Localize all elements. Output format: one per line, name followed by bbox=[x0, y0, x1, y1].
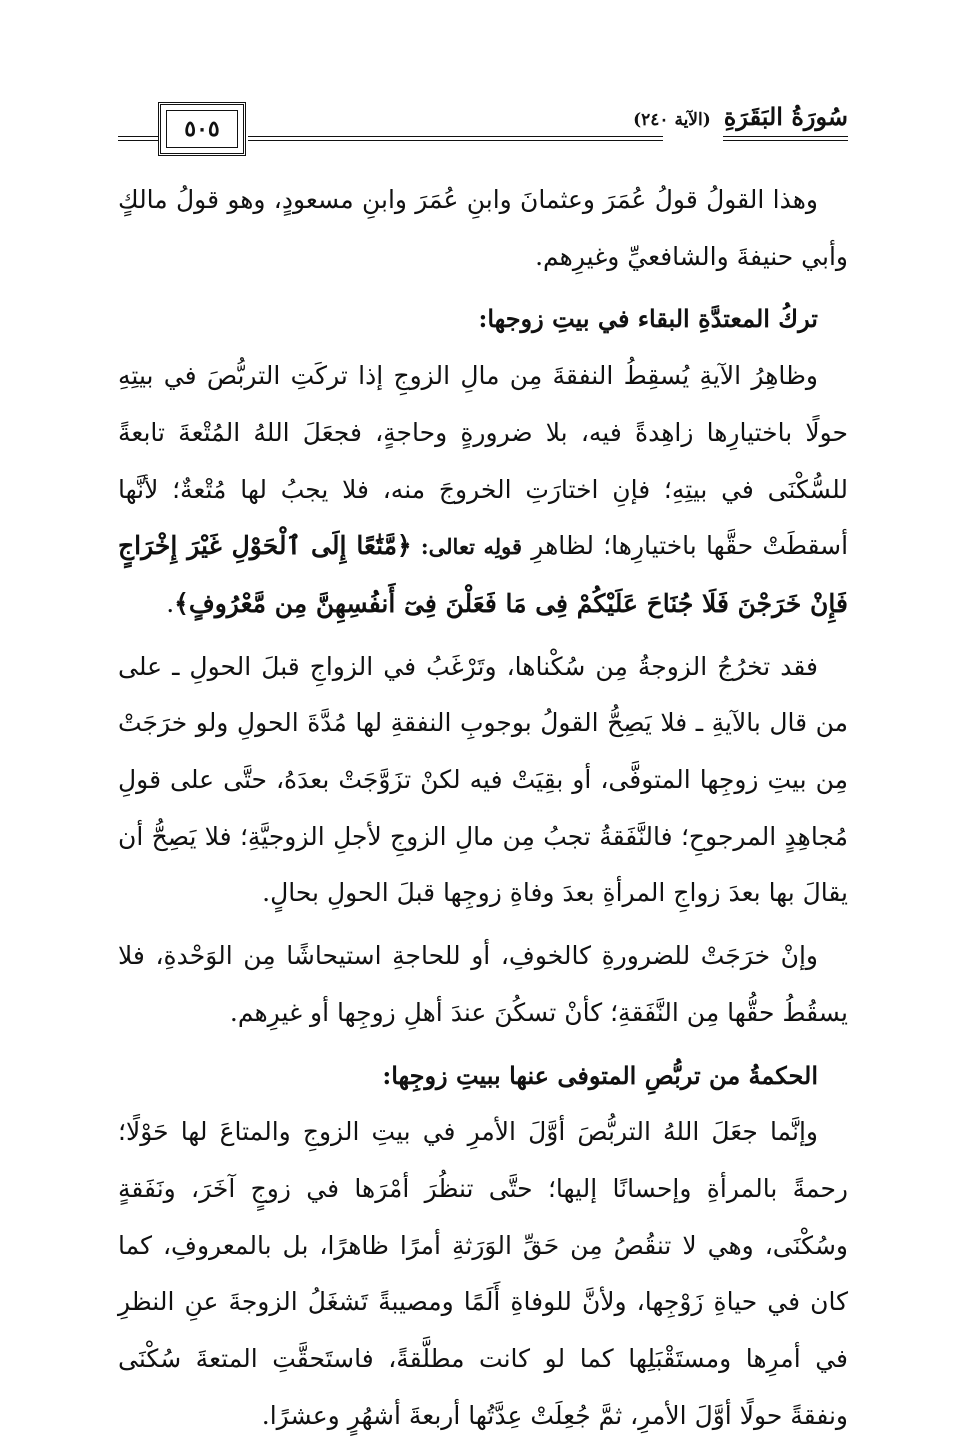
page-number-frame bbox=[158, 102, 246, 156]
paragraph-3: فقد تخرُجُ الزوجةُ مِن سُكْناها، وتَرْغَبُ في الزواجِ قبلَ الحولِ ـ على من قال بالآيةِ ـ فلا يَصِحُّ القولُ بوجوبِ النفقةِ لها مُدَّةَ الحولِ ولو خرَجَتْ مِن بيتِ زوجِها المتوفَّى، أو بقِيَتْ فيه لكنْ تزَوَّجَتْ بعدَهُ، حتَّى على قولِ مُجاهِدٍ المرجوحِ؛ فالنَّفَقةُ تجبُ مِن مالِ الزوجِ لأجلِ الزوجيَّةِ؛ فلا يَصِحُّ أن يقالَ بها بعدَ زواجِ المرأةِ بعدَ وفاةِ زوجِها قبلَ الحولِ بحالٍ. bbox=[118, 651, 848, 908]
quran-verse: ﴿مَّتَٰعًا إِلَى ٱلْحَوْلِ غَيْرَ إِخْرَاجٍ فَإِنْ خَرَجْنَ فَلَا جُنَاحَ عَلَيْكُمْ فِى مَا فَعَلْنَ فِىٓ أَنفُسِهِنَّ مِن مَّعْرُوفٍ﴾ bbox=[118, 531, 848, 618]
section-heading-2: الحكمةُ من تربُّصِ المتوفى عنها ببيتِ زوجِها: bbox=[382, 1060, 818, 1090]
paragraph-5: وإنَّما جعَلَ اللهُ التربُّصَ أوَّلَ الأمرِ في بيتِ الزوجِ والمتاعَ لها حَوْلًا؛ رحمةً بالمرأةِ وإحسانًا إليها؛ حتَّى تنظُرَ أمْرَها في زوجٍ آخَرَ، ونَفَقةٍ وسُكْنَى، وهي لا تنقُصُ مِن حَقِّ الوَرَثةِ أمرًا ظاهرًا، بل بالمعروفِ، كما كان في حياةِ زَوْجِها، ولأنَّ للوفاةِ أَلَمًا ومصيبةً تَشغَلُ الزوجةَ عنِ النظرِ في أمرِها ومستَقْبَلِها كما لو كانت مطلَّقةً، فاستَحقَّتِ المتعةَ سُكْنَى ونفقةً حولًا أوَّلَ الأمرِ، ثمَّ جُعِلَتْ عِدَّتُها أربعةَ أشهُرٍ وعشرًا. bbox=[118, 1117, 848, 1430]
page-header bbox=[118, 102, 848, 158]
header-rule-right bbox=[723, 136, 848, 141]
header-rule-left bbox=[118, 136, 158, 141]
section-heading-1: تركُ المعتدَّةِ البقاء في بيتِ زوجها: bbox=[478, 304, 818, 334]
header-rule-middle bbox=[248, 136, 663, 141]
surah-name: سُورَةُ البَقَرَةِ bbox=[723, 102, 848, 131]
paragraph-2-end: . bbox=[166, 588, 175, 618]
paragraph-2 bbox=[118, 348, 848, 633]
ayah-reference: (الآية ٢٤٠) bbox=[633, 110, 711, 130]
body-text bbox=[118, 172, 848, 1444]
paragraph-2-text: وظاهِرُ الآيةِ يُسقِطُ النفقةَ مِن مالِ الزوجِ إذا تركَتِ التربُّصَ في بيتِهِ حولًا باختيارِها زاهِدةً فيه، بلا ضرورةٍ وحاجةٍ، فجعَلَ اللهُ المُتْعةَ تابعةً للسُّكْنَى في بيتِهِ؛ فإنِ اختارَتِ الخروجَ منه، فلا يجبُ لها مُتْعةٌ؛ لأنَّها أسقطَتْ حقَّها باختيارِها؛ لظاهرِ bbox=[118, 361, 849, 561]
paragraph-4: وإنْ خرَجَتْ للضرورةِ كالخوفِ، أو للحاجةِ استيحاشًا مِن الوَحْدةِ، فلا يسقُطُ حقُّها مِن النَّفَقةِ؛ كأنْ تسكُنَ عندَ أهلِ زوجِها أو غيرِهم. bbox=[118, 941, 848, 1027]
paragraph-1: وهذا القولُ قولُ عُمَرَ وعثمانَ وابنِ عُمَرَ وابنِ مسعودٍ، وهو قولُ مالكٍ وأبي حنيفةَ والشافعيِّ وغيرِهم. bbox=[118, 185, 848, 271]
quran-intro: قولِه تعالى: bbox=[420, 534, 523, 560]
running-title bbox=[618, 102, 848, 132]
page-number: ٥٠٥ bbox=[166, 110, 238, 148]
